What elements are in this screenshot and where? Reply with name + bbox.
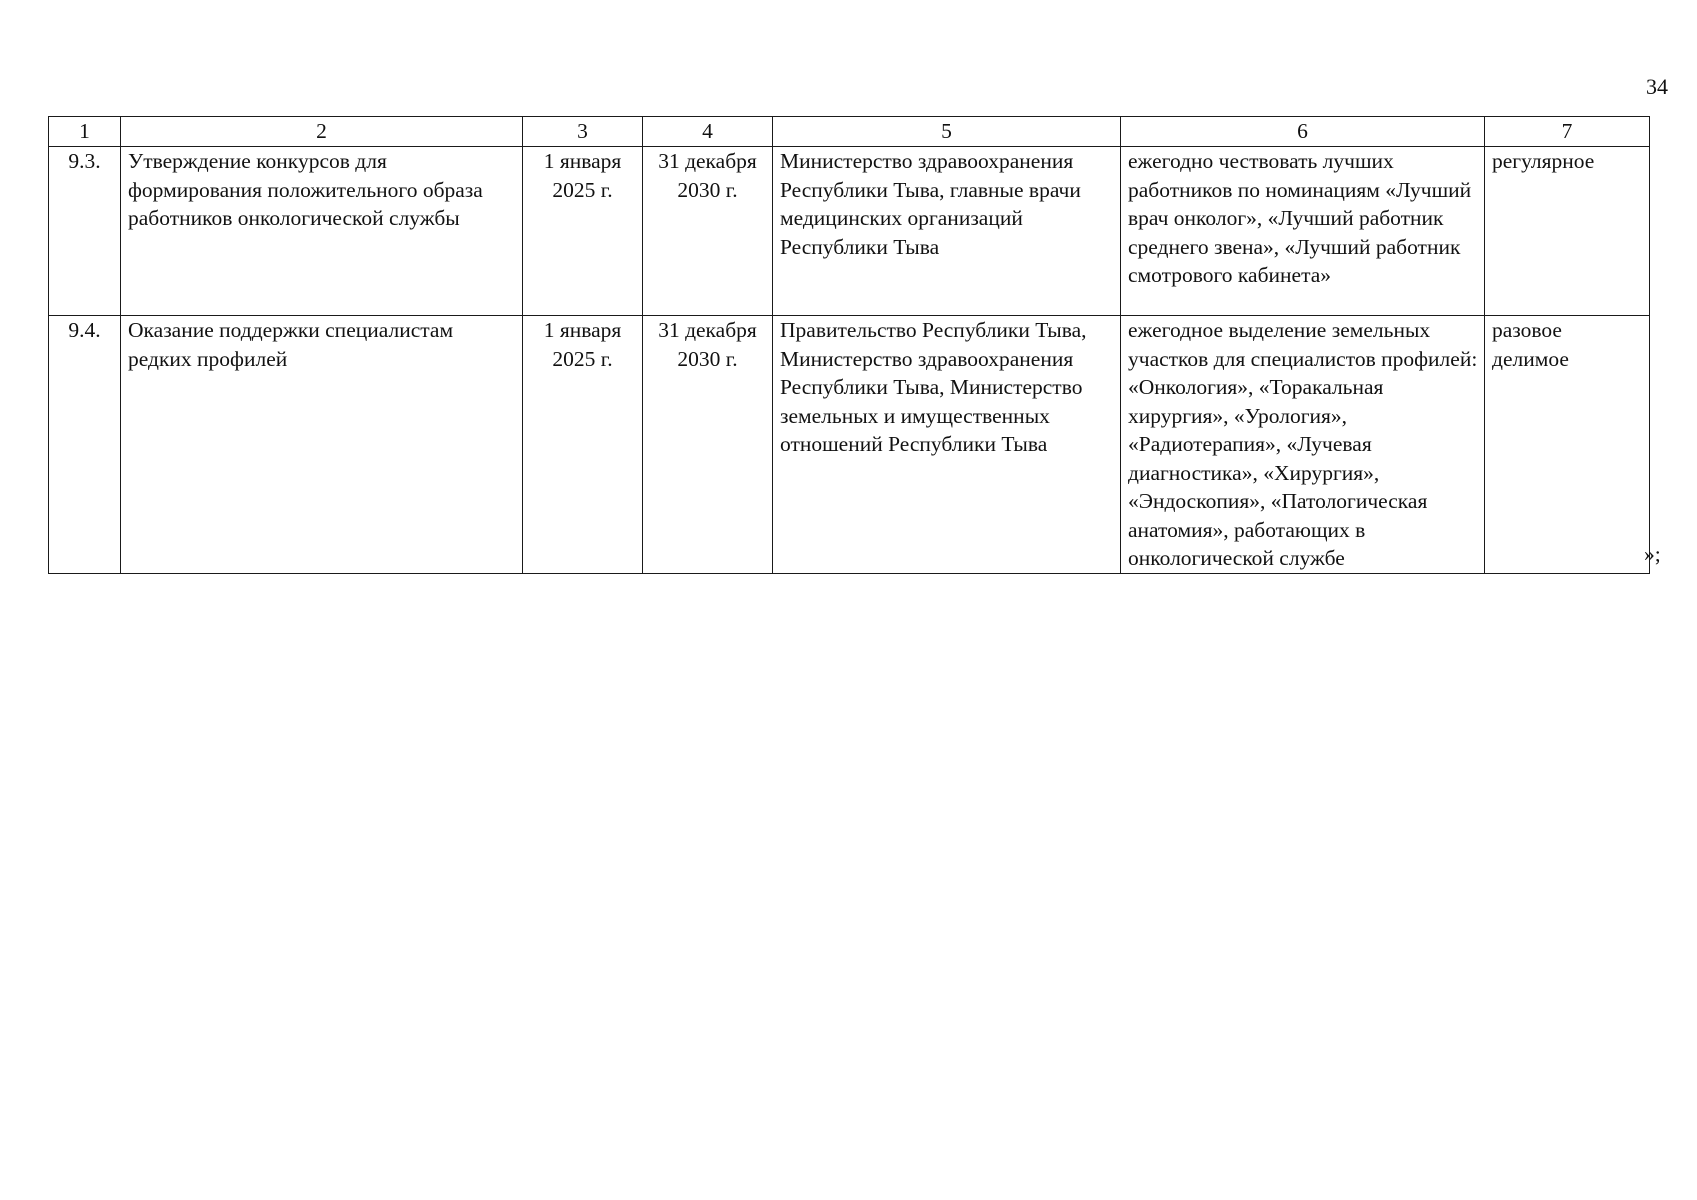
start-date-cell: 1 января 2025 г. <box>523 147 643 316</box>
column-header: 5 <box>773 117 1121 147</box>
column-header: 3 <box>523 117 643 147</box>
result-cell: ежегодно чествовать лучших работников по номинациям «Лучший врач онколог», «Лучший работник среднего звена», «Лучший работник смотрового кабинета» <box>1121 147 1485 316</box>
column-header: 2 <box>121 117 523 147</box>
start-date-cell: 1 января 2025 г. <box>523 316 643 574</box>
closing-quote-mark: »; <box>1644 542 1661 566</box>
end-date-cell: 31 декабря 2030 г. <box>643 147 773 316</box>
column-header: 1 <box>49 117 121 147</box>
page-number: 34 <box>1646 74 1668 99</box>
measure-cell: Оказание поддержки специалистам редких профилей <box>121 316 523 574</box>
table-header-row <box>49 117 1650 147</box>
responsible-cell: Министерство здравоохранения Республики Тыва, главные врачи медицинских организаций Республики Тыва <box>773 147 1121 316</box>
type-cell: регулярное <box>1485 147 1650 316</box>
table-row <box>49 316 1650 574</box>
end-date-cell: 31 декабря 2030 г. <box>643 316 773 574</box>
column-header: 4 <box>643 117 773 147</box>
table-row <box>49 147 1650 316</box>
row-number-cell: 9.4. <box>49 316 121 574</box>
column-header: 6 <box>1121 117 1485 147</box>
type-cell: разовое делимое <box>1485 316 1650 574</box>
plan-table <box>48 116 1650 574</box>
result-cell: ежегодное выделение земельных участков для специалистов профилей: «Онкология», «Торакальная хирургия», «Урология», «Радиотерапия», «Лучевая диагностика», «Хирургия», «Эндоскопия», «Патологическая анатомия», работающих в онкологической службе <box>1121 316 1485 574</box>
measure-cell: Утверждение конкурсов для формирования положительного образа работников онкологической службы <box>121 147 523 316</box>
column-header: 7 <box>1485 117 1650 147</box>
responsible-cell: Правительство Республики Тыва, Министерство здравоохранения Республики Тыва, Министерство земельных и имущественных отношений Республики Тыва <box>773 316 1121 574</box>
row-number-cell: 9.3. <box>49 147 121 316</box>
